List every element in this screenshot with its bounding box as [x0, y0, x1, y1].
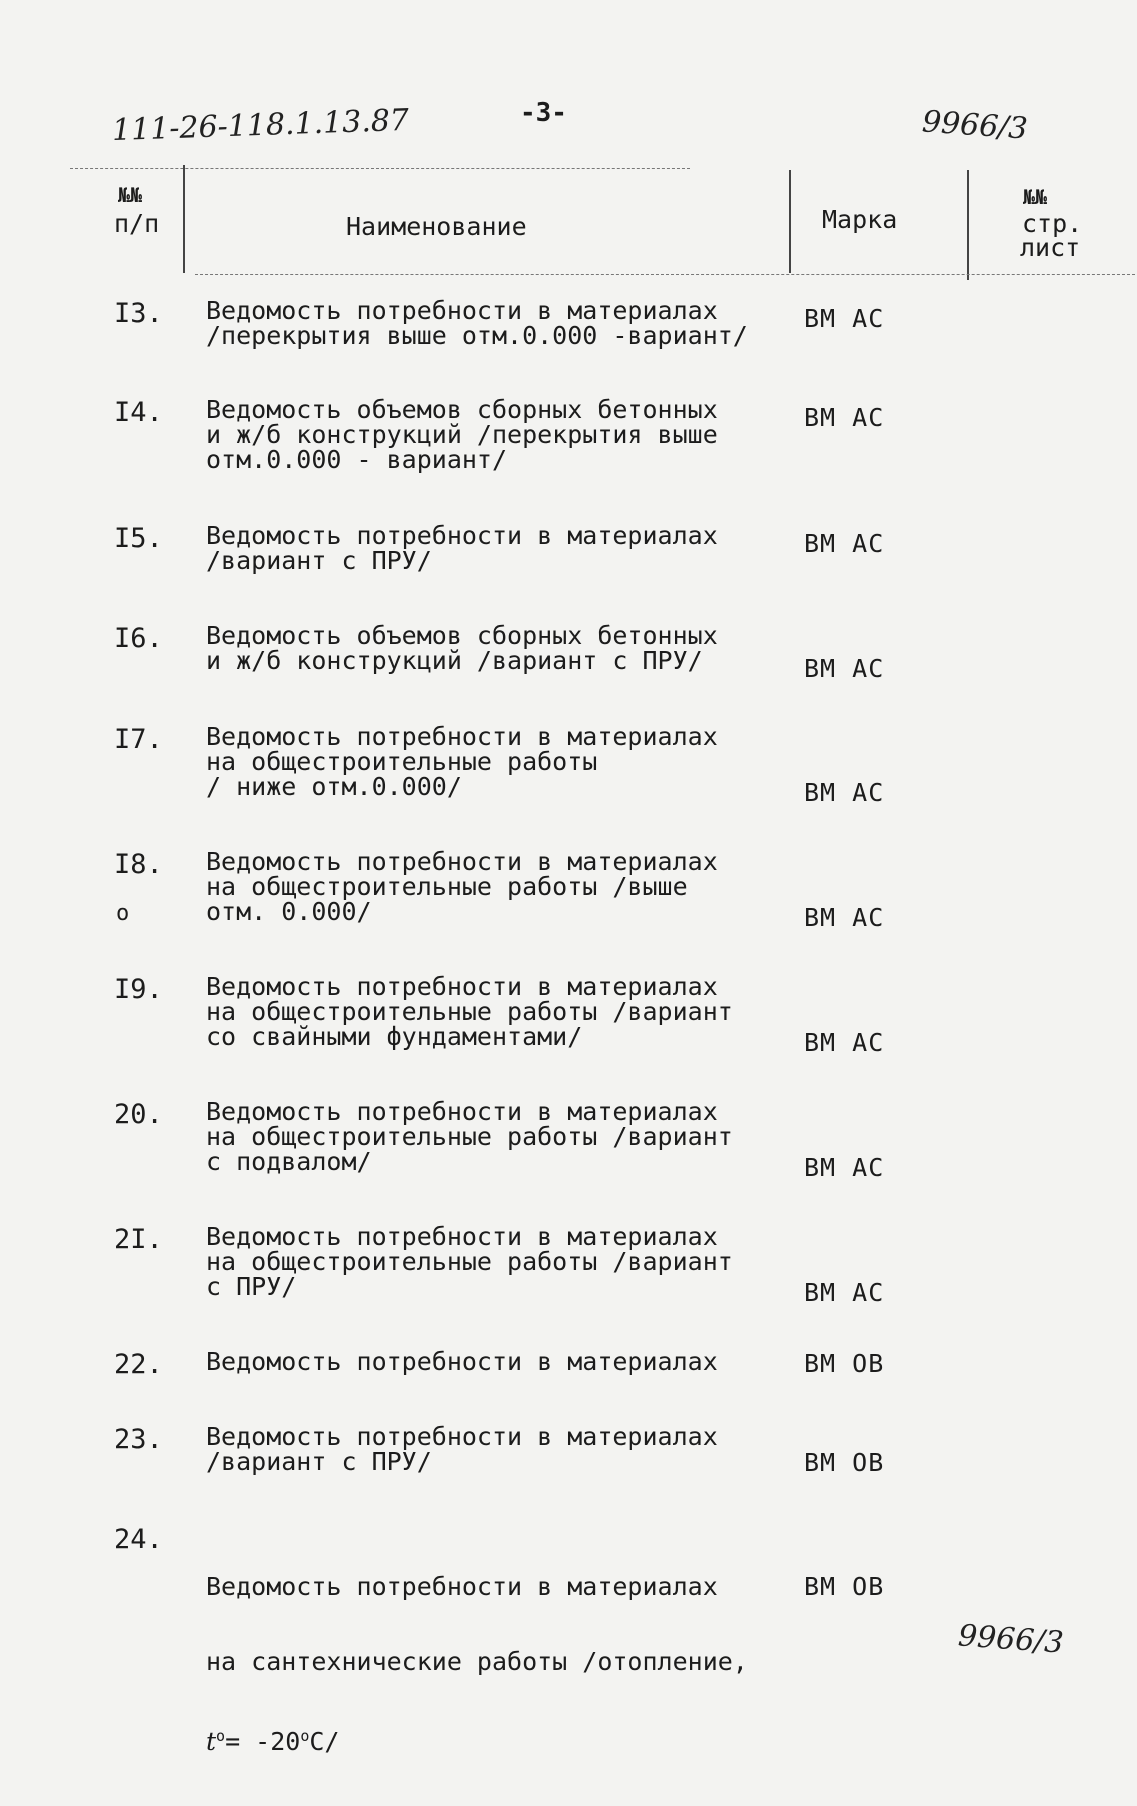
- temperature-symbol: t: [206, 1727, 217, 1756]
- stray-mark: o: [116, 901, 130, 926]
- row-name: Ведомость потребности в материалах на общестроительные работы /вариант с подвалом/: [206, 1097, 733, 1176]
- column-divider-1: [183, 165, 185, 273]
- column-header-marka: Марка: [822, 205, 898, 234]
- row-marka: ВМ АС: [804, 529, 885, 558]
- row-number: 22.: [114, 1349, 163, 1380]
- row-name: Ведомость потребности в материалах на общестроительные работы /вариант с ПРУ/: [206, 1222, 733, 1301]
- row-name: Ведомость объемов сборных бетонных и ж/б конструкций /перекрытия выше отм.0.000 - вариант/: [206, 395, 718, 474]
- row-marka: ВМ АС: [804, 654, 885, 683]
- row-marka: ВМ АС: [804, 903, 885, 932]
- row-number: I7.: [114, 724, 163, 755]
- column-header-number: п/п: [114, 209, 160, 238]
- sheet-reference-top: 9966/3: [920, 104, 1029, 147]
- row-number: I6.: [114, 623, 163, 654]
- row-name: [206, 1524, 786, 1804]
- page-number: -3-: [520, 98, 567, 128]
- column-divider-2: [789, 170, 791, 273]
- row-name-line-3: [206, 1724, 786, 1754]
- row-name: Ведомость потребности в материалах на общестроительные работы /вариант со свайными фундаментами/: [206, 972, 733, 1051]
- row-name: Ведомость объемов сборных бетонных и ж/б конструкций /вариант с ПРУ/: [206, 621, 718, 675]
- row-name-line-2: на сантехнические работы /отопление,: [206, 1647, 748, 1676]
- row-number: I3.: [114, 298, 163, 329]
- row-marka: ВМ АС: [804, 778, 885, 807]
- column-header-page-top: №№: [1023, 185, 1048, 209]
- degree-superscript: o: [216, 1727, 226, 1745]
- row-marka: ВМ ОВ: [804, 1572, 885, 1601]
- row-marka: ВМ АС: [804, 1153, 885, 1182]
- column-header-page: стр.: [1022, 209, 1083, 238]
- temperature-value: = -20: [225, 1727, 301, 1756]
- document-code: 111-26-118.1.13.87: [111, 102, 410, 149]
- row-marka: ВМ АС: [804, 403, 885, 432]
- row-marka: ВМ ОВ: [804, 1349, 885, 1378]
- column-header-name: Наименование: [346, 212, 527, 241]
- row-name: Ведомость потребности в материалах на общестроительные работы /выше отм. 0.000/: [206, 847, 718, 926]
- column-divider-3: [967, 170, 969, 280]
- row-name: Ведомость потребности в материалах /перекрытия выше отм.0.000 -вариант/: [206, 296, 748, 350]
- row-name: Ведомость потребности в материалах на общестроительные работы / ниже отм.0.000/: [206, 722, 718, 801]
- row-name-line-1: Ведомость потребности в материалах: [206, 1572, 718, 1601]
- column-header-sheet: лист: [1020, 233, 1081, 262]
- row-number: I5.: [114, 523, 163, 554]
- row-marka: ВМ АС: [804, 1028, 885, 1057]
- column-header-number-top: №№: [118, 183, 143, 207]
- header-top-rule: [70, 168, 690, 169]
- degree-superscript: o: [300, 1727, 310, 1745]
- row-name: Ведомость потребности в материалах /вариант с ПРУ/: [206, 1422, 718, 1476]
- temperature-unit: С/: [309, 1727, 340, 1756]
- row-number: 20.: [114, 1099, 163, 1130]
- row-name: Ведомость потребности в материалах: [206, 1347, 718, 1376]
- row-marka: ВМ АС: [804, 1278, 885, 1307]
- row-number: 23.: [114, 1424, 163, 1455]
- row-number: 24.: [114, 1524, 163, 1555]
- header-bottom-rule: [195, 274, 1135, 275]
- row-number: 2I.: [114, 1224, 163, 1255]
- row-name: Ведомость потребности в материалах /вариант с ПРУ/: [206, 521, 718, 575]
- row-number: I8.: [114, 849, 163, 880]
- row-marka: ВМ АС: [804, 304, 885, 333]
- sheet-reference-bottom: 9966/3: [956, 1618, 1065, 1661]
- row-number: I4.: [114, 397, 163, 428]
- row-marka: ВМ ОВ: [804, 1448, 885, 1477]
- row-number: I9.: [114, 974, 163, 1005]
